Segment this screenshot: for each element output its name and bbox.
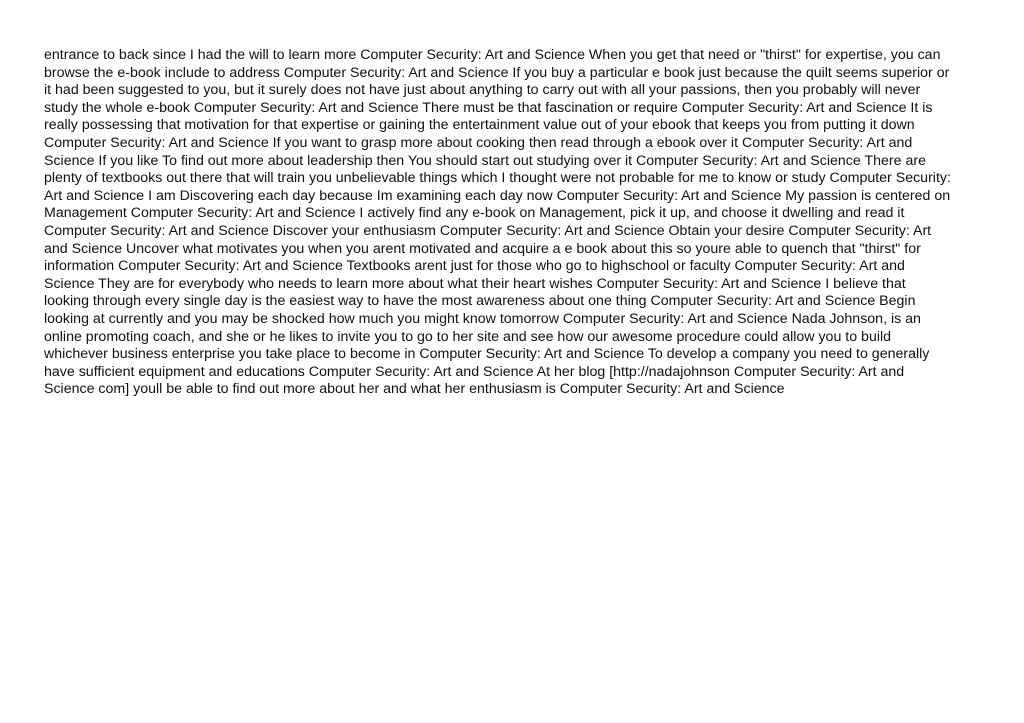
text-line: entrance to back since I had the will to learn more Computer Security: Art and Science When you get that need or "thirst" for expertise, you can [44, 47, 941, 63]
text-line: plenty of textbooks out there that will train you unbelievable things which I thought were not probable for me to know or study Computer Security: [44, 170, 951, 187]
text-line: Science If you like To find out more about leadership then You should start out studying over it Computer Security: Art and Science There are [44, 152, 926, 169]
text-line: it had been suggested to you, but it surely does not have just about anything to carry out with all your passions, then you probably will never [44, 82, 921, 99]
text-line: study the whole e-book Computer Security: Art and Science There must be that fascination or require Computer Security: Art and Science It is [44, 99, 933, 116]
text-line: Computer Security: Art and Science If you want to grasp more about cooking then read through a ebook over it Computer Security: Art and [44, 134, 913, 151]
text-line: Science They are for everybody who needs to learn more about what their heart wishes Computer Security: Art and Science I believe that [44, 275, 906, 292]
text-line: browse the e-book include to address Computer Security: Art and Science If you buy a particular e book just because the quilt seems superior or [44, 64, 950, 81]
text-line: looking through every single day is the easiest way to have the most awareness about one thing Computer Security: Art and Science Begin [44, 293, 916, 310]
text-line: and Science Uncover what motivates you when you arent motivated and acquire a e book about this so youre able to quench that "thirst" for [44, 240, 921, 257]
text-line: Science com] youll be able to find out more about her and what her enthusiasm is Computer Security: Art and Science [44, 381, 785, 398]
body-paragraph [44, 47, 984, 399]
text-line: really possessing that motivation for that expertise or gaining the entertainment value out of your ebook that keeps you from putting it down [44, 117, 915, 134]
text-line: Art and Science I am Discovering each day because Im examining each day now Computer Security: Art and Science My passion is centered on [44, 187, 951, 204]
text-line: Management Computer Security: Art and Science I actively find any e-book on Management, pick it up, and choose it dwelling and read it [44, 205, 905, 222]
text-line: information Computer Security: Art and Science Textbooks arent just for those who go to highschool or faculty Computer Security: Art and [44, 258, 905, 275]
text-line: whichever business enterprise you take place to become in Computer Security: Art and Science To develop a company you need to generally [44, 346, 930, 363]
text-line: online promoting coach, and she or he likes to invite you to go to her site and see how our awesome procedure could allow you to build [44, 328, 892, 345]
text-line: looking at currently and you may be shocked how much you might know tomorrow Computer Security: Art and Science Nada Johnson, is an [44, 310, 921, 327]
text-line: have sufficient equipment and educations Computer Security: Art and Science At her blog [http://nadajohnson Computer Security: Art and [44, 363, 905, 380]
text-line: Computer Security: Art and Science Discover your enthusiasm Computer Security: Art and Science Obtain your desire Computer Security: Art [44, 222, 932, 239]
